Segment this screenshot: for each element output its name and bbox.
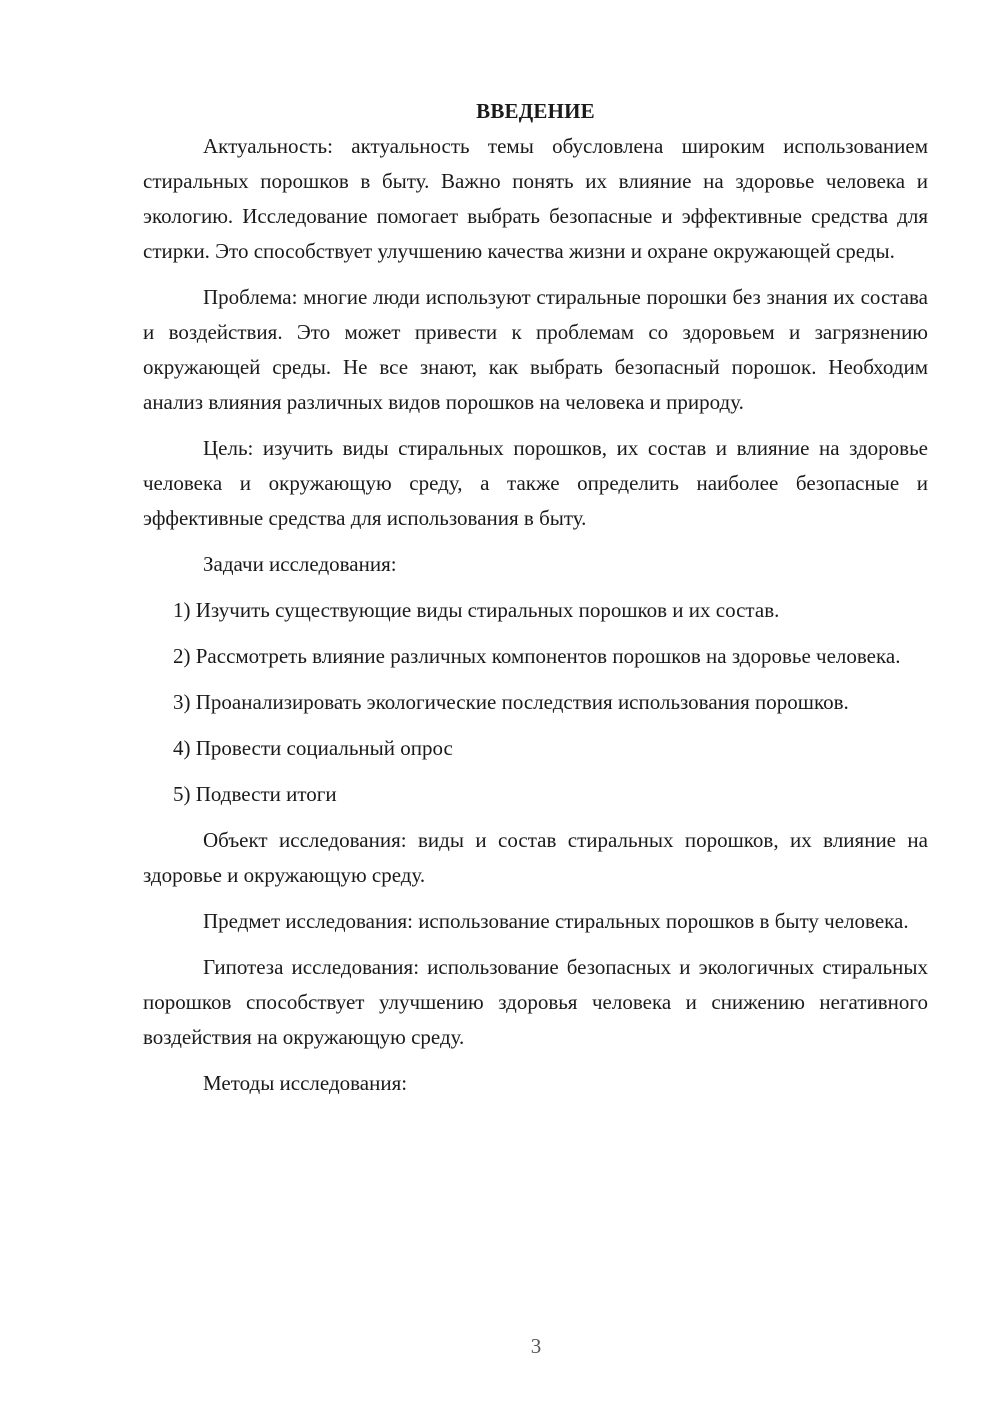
methods-title: Методы исследования:	[203, 1071, 408, 1095]
goal-paragraph: Цель: изучить виды стиральных порошков, их состав и влияние на здоровье человека и окружающую среду, а также определить наиболее безопасные и эффективные средства для использования в быту.	[143, 436, 928, 530]
task-item: 3) Проанализировать экологические последствия использования порошков.	[173, 690, 849, 714]
subject-paragraph: Предмет исследования: использование стиральных порошков в быту человека.	[203, 909, 909, 933]
tasks-title: Задачи исследования:	[203, 552, 397, 576]
task-item: 5) Подвести итоги	[173, 782, 337, 806]
task-item: 2) Рассмотреть влияние различных компонентов порошков на здоровье человека.	[173, 644, 901, 668]
document-page	[143, 94, 928, 1101]
page-title: ВВЕДЕНИЕ	[476, 99, 595, 123]
page-number: 3	[530, 1334, 542, 1358]
object-paragraph: Объект исследования: виды и состав стиральных порошков, их влияние на здоровье и окружающую среду.	[143, 828, 928, 887]
task-item: 1) Изучить существующие виды стиральных порошков и их состав.	[173, 598, 780, 622]
hypothesis-paragraph: Гипотеза исследования: использование безопасных и экологичных стиральных порошков способствует улучшению здоровья человека и снижению негативного воздействия на окружающую среду.	[143, 955, 928, 1049]
task-item: 4) Провести социальный опрос	[173, 736, 453, 760]
problem-paragraph: Проблема: многие люди используют стиральные порошки без знания их состава и воздействия. Это может привести к проблемам со здоровьем и загрязнению окружающей среды. Не все знают, как выбрать безопасный порошок. Необходим анализ влияния различных видов порошков на человека и природу.	[143, 285, 928, 414]
relevance-paragraph: Актуальность: актуальность темы обусловлена широким использованием стиральных порошков в быту. Важно понять их влияние на здоровье человека и экологию. Исследование помогает выбрать безопасные и эффективные средства для стирки. Это способствует улучшению качества жизни и охране окружающей среды.	[143, 134, 928, 263]
